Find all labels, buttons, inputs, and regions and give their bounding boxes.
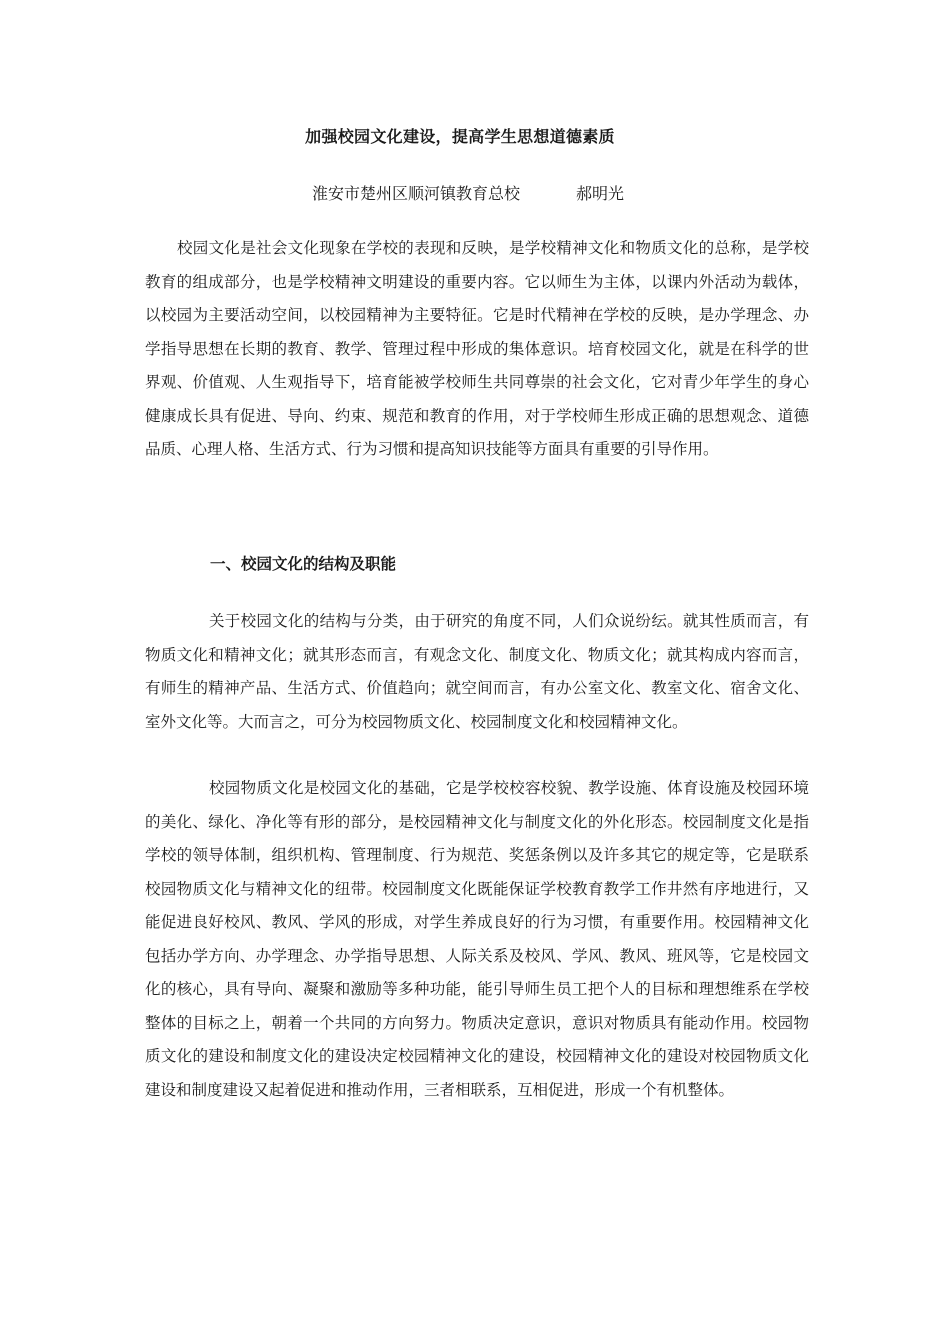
paragraph-intro: 校园文化是社会文化现象在学校的表现和反映，是学校精神文化和物质文化的总称，是学校教育的组成部分，也是学校精神文明建设的重要内容。它以师生为主体，以课内外活动为载体，以校园为主要活动空间，以校园精神为主要特征。它是时代精神在学校的反映，是办学理念、办学指导思想在长期的教育、教学、管理过程中形成的集体意识。培育校园文化，就是在科学的世界观、价值观、人生观指导下，培育能被学校师生共同尊崇的社会文化，它对青少年学生的身心健康成长具有促进、导向、约束、规范和教育的作用，对于学校师生形成正确的思想观念、道德品质、心理人格、生活方式、行为习惯和提高知识技能等方面具有重要的引导作用。 [145, 239, 809, 458]
document-title: 加强校园文化建设，提高学生思想道德素质 [305, 127, 615, 146]
byline-author: 郝明光 [576, 184, 625, 203]
section-heading-1: 一、校园文化的结构及职能 [210, 555, 397, 573]
paragraph-material-culture: 校园物质文化是校园文化的基础，它是学校校容校貌、教学设施、体育设施及校园环境的美化、绿化、净化等有形的部分，是校园精神文化与制度文化的外化形态。校园制度文化是指学校的领导体制，组织机构、管理制度、行为规范、奖惩条例以及许多其它的规定等，它是联系校园物质文化与精神文化的纽带。校园制度文化既能保证学校教育教学工作井然有序地进行，又能促进良好校风、教风、学风的形成，对学生养成良好的行为习惯，有重要作用。校园精神文化包括办学方向、办学理念、办学指导思想、人际关系及校风、学风、教风、班风等，它是校园文化的核心，具有导向、凝聚和激励等多种功能，能引导师生员工把个人的目标和理想维系在学校整体的目标之上，朝着一个共同的方向努力。物质决定意识，意识对物质具有能动作用。校园物质文化的建设和制度文化的建设决定校园精神文化的建设，校园精神文化的建设对校园物质文化建设和制度建设又起着促进和推动作用，三者相联系，互相促进，形成一个有机整体。 [145, 779, 809, 1099]
byline [312, 181, 624, 204]
byline-organization: 淮安市楚州区顺河镇教育总校 [312, 184, 521, 203]
paragraph-structure: 关于校园文化的结构与分类，由于研究的角度不同，人们众说纷纭。就其性质而言，有物质文化和精神文化；就其形态而言，有观念文化、制度文化、物质文化；就其构成内容而言，有师生的精神产品、生活方式、价值趋向；就空间而言，有办公室文化、教室文化、宿舍文化、室外文化等。大而言之，可分为校园物质文化、校园制度文化和校园精神文化。 [145, 612, 809, 731]
